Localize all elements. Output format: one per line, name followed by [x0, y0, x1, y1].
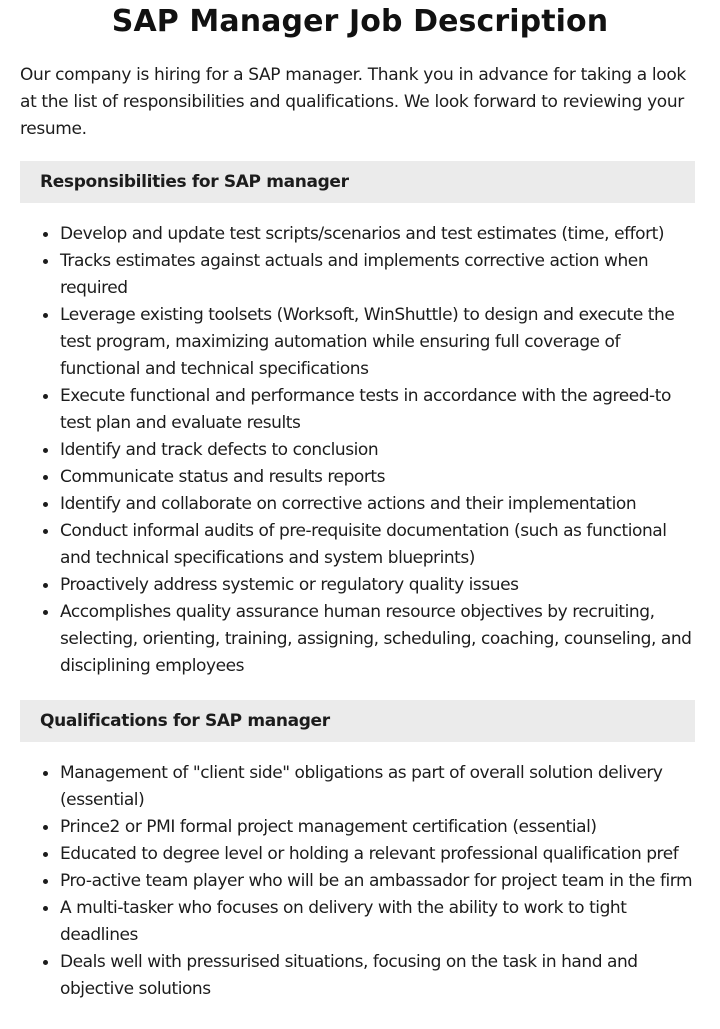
- qualification-item: A multi-tasker who focuses on delivery with the ability to work to tight deadlines: [60, 895, 696, 949]
- responsibility-item: Execute functional and performance tests in accordance with the agreed-to test plan and evaluate results: [60, 383, 696, 437]
- responsibility-item: Leverage existing toolsets (Worksoft, WinShuttle) to design and execute the test program, maximizing automation while ensuring full coverage of functional and technical specifications: [60, 302, 696, 383]
- responsibility-item: Identify and track defects to conclusion: [60, 437, 696, 464]
- responsibilities-heading: Responsibilities for SAP manager: [20, 161, 695, 203]
- responsibilities-list: [0, 221, 720, 680]
- responsibility-item: Develop and update test scripts/scenarios and test estimates (time, effort): [60, 221, 696, 248]
- qualification-item: Management of "client side" obligations as part of overall solution delivery (essential): [60, 760, 696, 814]
- qualifications-list: [0, 760, 720, 1003]
- qualifications-heading: Qualifications for SAP manager: [20, 700, 695, 742]
- responsibility-item: Accomplishes quality assurance human resource objectives by recruiting, selecting, orienting, training, assigning, scheduling, coaching, counseling, and disciplining employees: [60, 599, 696, 680]
- responsibility-item: Conduct informal audits of pre-requisite documentation (such as functional and technical specifications and system blueprints): [60, 518, 696, 572]
- responsibility-item: Tracks estimates against actuals and implements corrective action when required: [60, 248, 696, 302]
- responsibility-item: Identify and collaborate on corrective actions and their implementation: [60, 491, 696, 518]
- responsibility-item: Communicate status and results reports: [60, 464, 696, 491]
- responsibility-item: Proactively address systemic or regulatory quality issues: [60, 572, 696, 599]
- intro-paragraph: Our company is hiring for a SAP manager. Thank you in advance for taking a look at the list of responsibilities and qualifications. We look forward to reviewing your resume.: [20, 65, 686, 139]
- qualification-item: Prince2 or PMI formal project management certification (essential): [60, 814, 696, 841]
- qualification-item: Pro-active team player who will be an ambassador for project team in the firm: [60, 868, 696, 895]
- qualification-item: Educated to degree level or holding a relevant professional qualification pref: [60, 841, 696, 868]
- qualification-item: Deals well with pressurised situations, focusing on the task in hand and objective solutions: [60, 949, 696, 1003]
- page-title: SAP Manager Job Description: [111, 4, 609, 39]
